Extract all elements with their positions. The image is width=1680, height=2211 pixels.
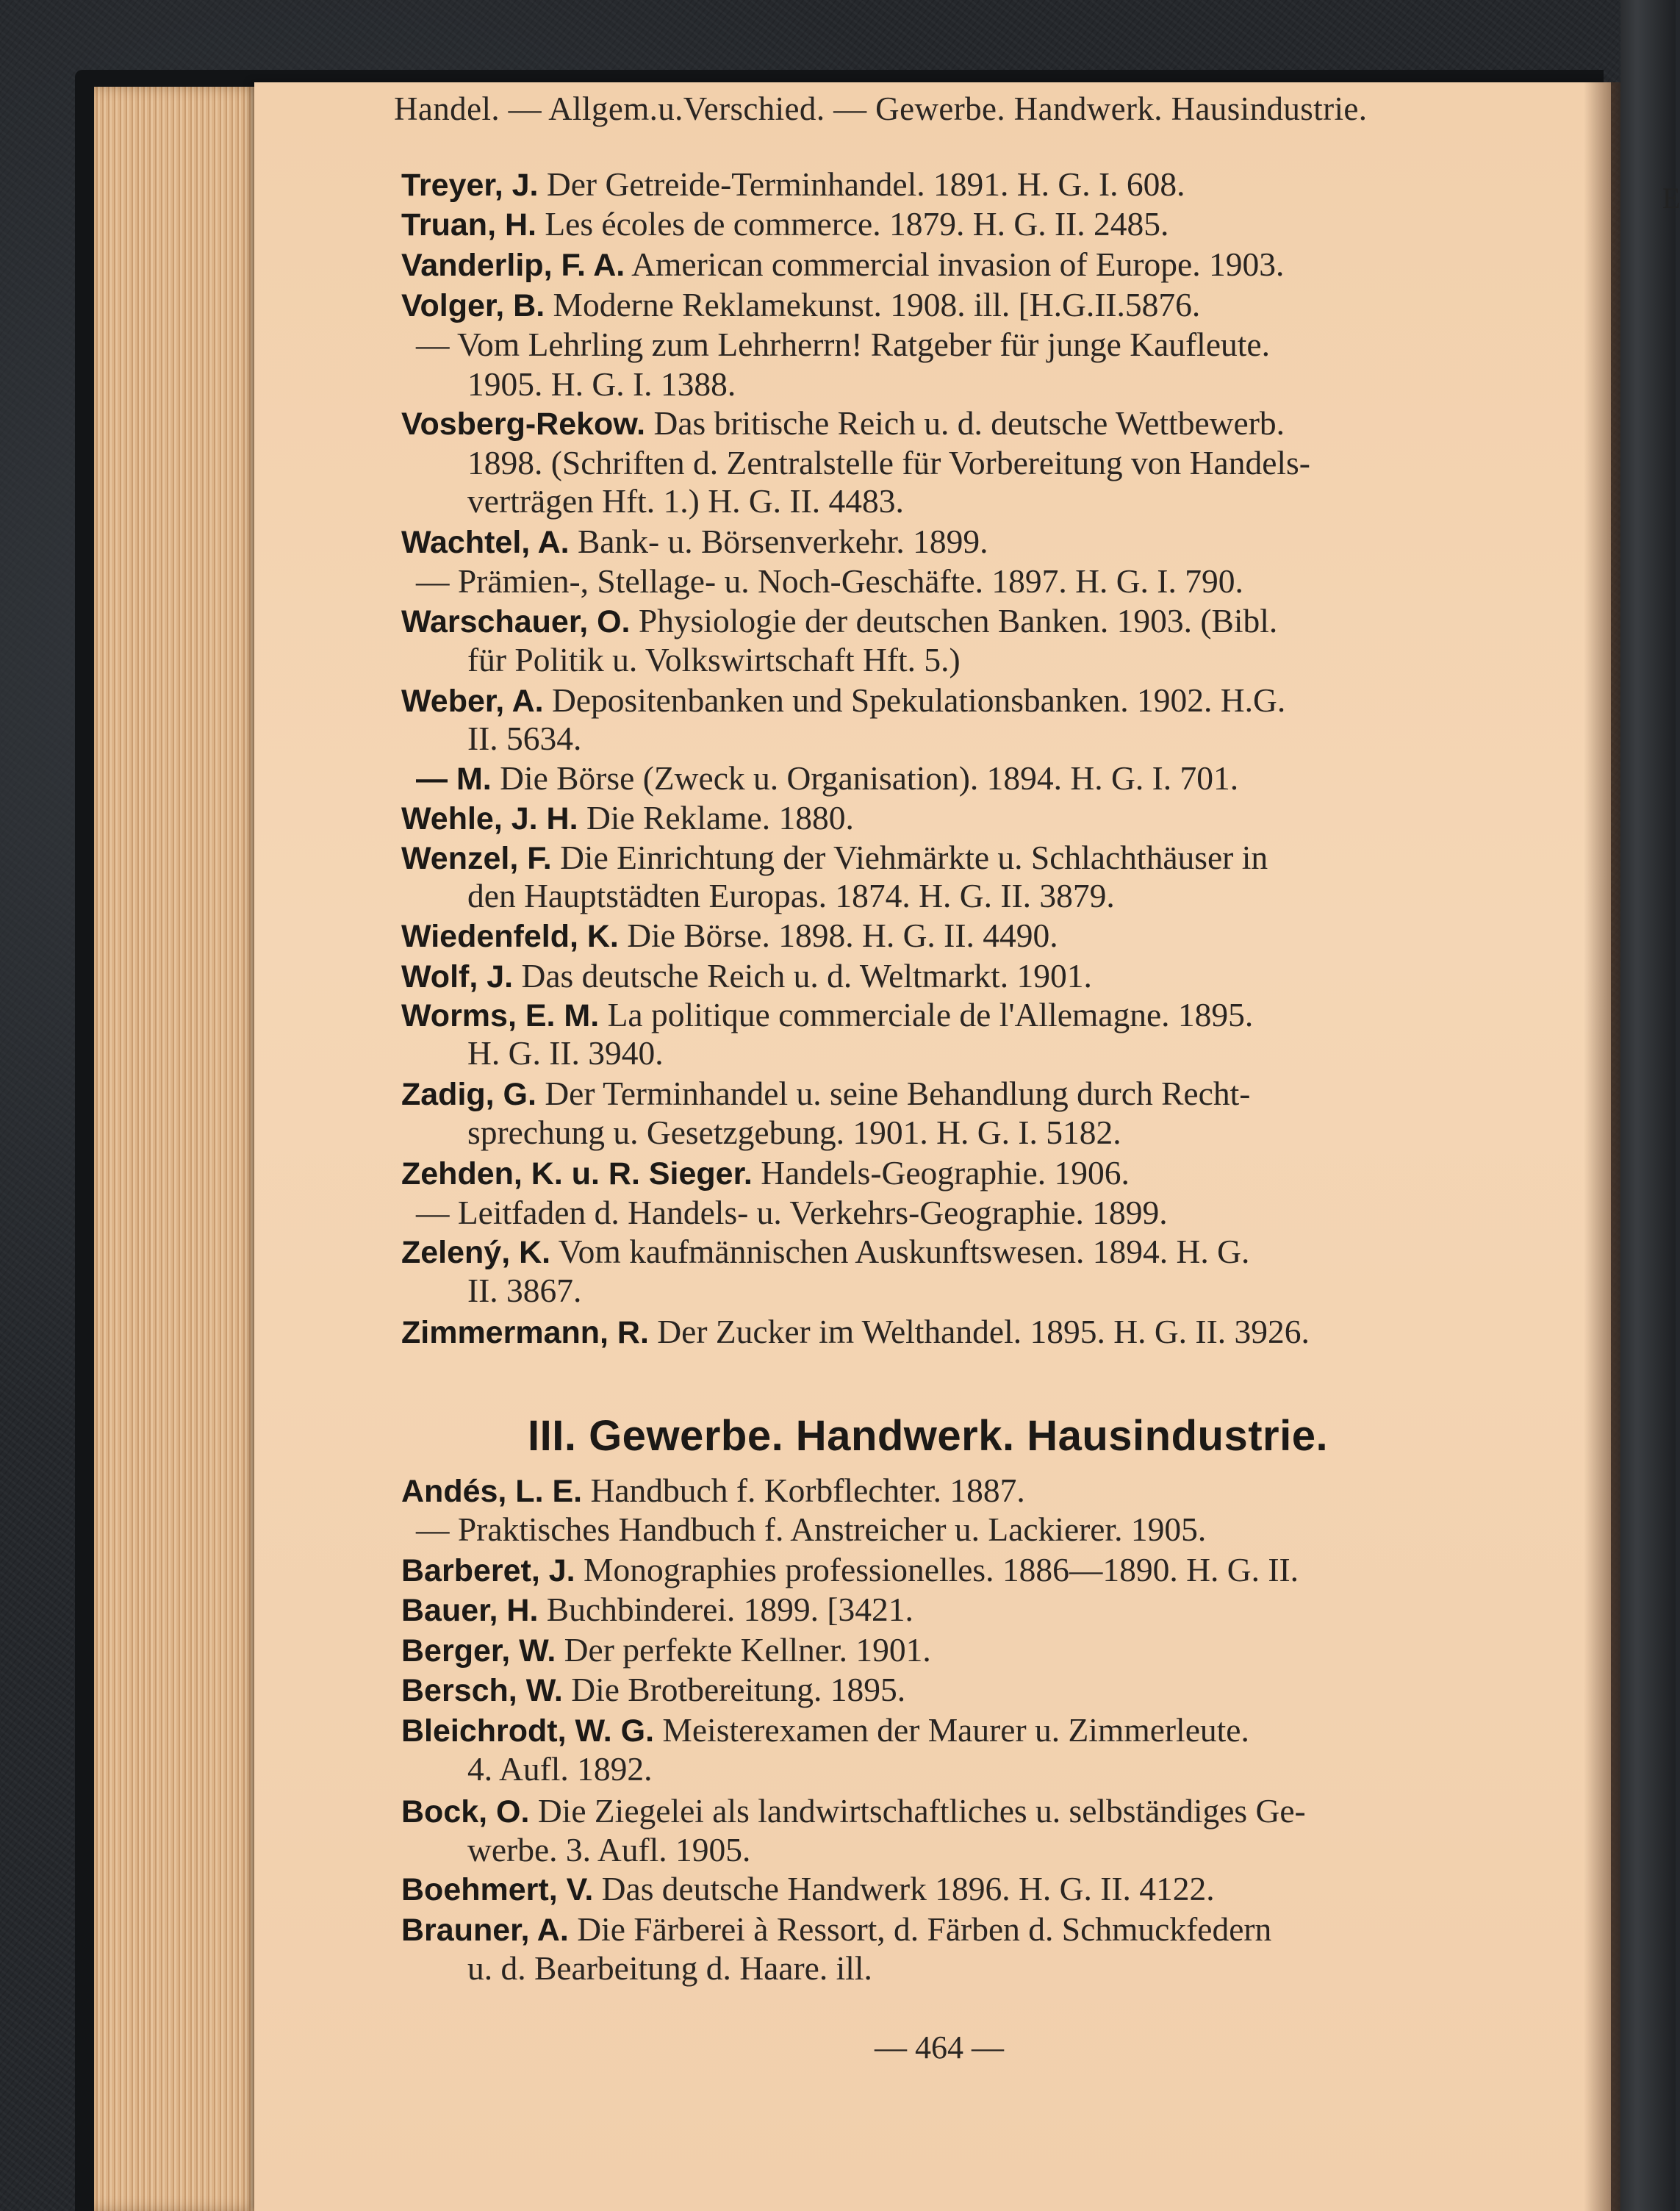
entry-line bbox=[467, 1833, 750, 1867]
entry-text: Die Färberei à Ressort, d. Färben d. Schmuckfedern bbox=[568, 1910, 1272, 1948]
entry-line bbox=[401, 604, 1277, 638]
entry-text: Die Börse. 1898. H. G. II. 4490. bbox=[618, 917, 1058, 954]
author-name: Bock, O. bbox=[401, 1794, 530, 1830]
entry-text: werbe. 3. Aufl. 1905. bbox=[467, 1831, 751, 1868]
entry-line bbox=[401, 165, 1185, 203]
entry-text: Die Einrichtung der Viehmärkte u. Schlachthäuser in bbox=[551, 839, 1268, 876]
entry-line bbox=[467, 643, 961, 677]
author-name: Berger, W. bbox=[401, 1633, 556, 1669]
entry-text: H. G. II. 3940. bbox=[467, 1034, 664, 1072]
entry-text: Der Terminhandel u. seine Behandlung durch Recht- bbox=[536, 1075, 1251, 1112]
entry-text: — Leitfaden d. Handels- u. Verkehrs-Geographie. 1899. bbox=[416, 1194, 1168, 1231]
entry-line bbox=[401, 1315, 1310, 1349]
entry-line bbox=[401, 288, 1200, 322]
entry-text: verträgen Hft. 1.) H. G. II. 4483. bbox=[467, 482, 904, 520]
entry-text: Moderne Reklamekunst. 1908. ill. [H.G.II.5876. bbox=[545, 286, 1201, 323]
entry-text: — Prämien-, Stellage- u. Noch-Geschäfte. 1897. H. G. I. 790. bbox=[416, 562, 1243, 600]
entry-text: — Vom Lehrling zum Lehrherrn! Ratgeber für junge Kaufleute. bbox=[416, 326, 1270, 363]
entry-text: Das deutsche Reich u. d. Weltmarkt. 1901. bbox=[513, 957, 1092, 995]
entry-line bbox=[401, 207, 1169, 241]
author-name: Truan, H. bbox=[401, 207, 536, 243]
entry-line bbox=[416, 759, 1239, 797]
entry-line bbox=[401, 406, 1285, 440]
author-name: Wolf, J. bbox=[401, 959, 514, 995]
entry-line bbox=[467, 1752, 653, 1786]
entry-text: La politique commerciale de l'Allemagne. 1895. bbox=[599, 996, 1254, 1033]
entry-line bbox=[401, 1713, 1249, 1747]
running-head: Handel. — Allgem.u.Verschied. — Gewerbe. Handwerk. Hausindustrie. bbox=[394, 90, 1368, 127]
author-name: Vanderlip, F. A. bbox=[401, 248, 625, 283]
author-name: Barberet, J. bbox=[401, 1553, 575, 1588]
entry-text: Das britische Reich u. d. deutsche Wettbewerb. bbox=[645, 404, 1285, 442]
entry-line bbox=[401, 1872, 1215, 1906]
entry-line bbox=[467, 484, 904, 518]
entry-text: Die Börse (Zweck u. Organisation). 1894. H. G. I. 701. bbox=[491, 759, 1239, 797]
entry-text: Handbuch f. Korbflechter. 1887. bbox=[582, 1472, 1025, 1509]
entry-text: — Praktisches Handbuch f. Anstreicher u. Lackierer. 1905. bbox=[416, 1511, 1207, 1548]
author-name: Wachtel, A. bbox=[401, 525, 570, 560]
entry-line bbox=[467, 1949, 872, 1987]
author-name: Vosberg-Rekow. bbox=[401, 406, 646, 442]
entry-text: Bank- u. Börsenverkehr. 1899. bbox=[569, 523, 988, 560]
author-name: Worms, E. M. bbox=[401, 998, 600, 1033]
author-name: — M. bbox=[416, 762, 492, 797]
author-name: Zelený, K. bbox=[401, 1235, 551, 1270]
entry-line bbox=[467, 1274, 581, 1308]
entry-text: Der perfekte Kellner. 1901. bbox=[556, 1631, 931, 1669]
entry-line bbox=[401, 681, 1286, 719]
entry-line bbox=[416, 1196, 1168, 1230]
entry-text: Handels-Geographie. 1906. bbox=[752, 1154, 1130, 1191]
entry-line bbox=[467, 1116, 1121, 1150]
entry-line bbox=[401, 998, 1253, 1032]
entry-text: für Politik u. Volkswirtschaft Hft. 5.) bbox=[467, 641, 961, 678]
entry-line bbox=[401, 1235, 1249, 1269]
author-name: Zimmermann, R. bbox=[401, 1315, 649, 1350]
entry-line bbox=[401, 1794, 1306, 1828]
entry-text: II. 3867. bbox=[467, 1272, 582, 1309]
author-name: Zadig, G. bbox=[401, 1077, 536, 1112]
entry-text: 1905. H. G. I. 1388. bbox=[467, 365, 736, 403]
author-name: Warschauer, O. bbox=[401, 604, 631, 639]
entry-line bbox=[401, 801, 854, 835]
entry-line bbox=[401, 919, 1058, 953]
author-name: Brauner, A. bbox=[401, 1913, 569, 1948]
entry-line bbox=[467, 879, 1115, 913]
entry-text: 4. Aufl. 1892. bbox=[467, 1750, 653, 1788]
entry-line bbox=[467, 1036, 664, 1070]
entry-text: American commercial invasion of Europe. 1903. bbox=[625, 246, 1285, 283]
author-name: Wiedenfeld, K. bbox=[401, 919, 619, 954]
page-edges bbox=[94, 87, 263, 2211]
entry-text: den Hauptstädten Europas. 1874. H. G. II. 3879. bbox=[467, 877, 1115, 914]
section-heading: III. Gewerbe. Handwerk. Hausindustrie. bbox=[528, 1412, 1329, 1460]
entry-text: sprechung u. Gesetzgebung. 1901. H. G. I. 5182. bbox=[467, 1114, 1121, 1151]
author-name: Boehmert, V. bbox=[401, 1872, 594, 1907]
entry-line bbox=[401, 1553, 1299, 1587]
entry-text: Vom kaufmännischen Auskunftswesen. 1894. H. G. bbox=[550, 1233, 1250, 1270]
author-name: Weber, A. bbox=[401, 684, 544, 719]
entry-text: Die Reklame. 1880. bbox=[578, 799, 854, 836]
entry-line bbox=[401, 525, 988, 559]
author-name: Treyer, J. bbox=[401, 168, 539, 203]
entry-text: Der Getreide-Terminhandel. 1891. H. G. I. 608. bbox=[538, 165, 1185, 203]
entry-text: Das deutsche Handwerk 1896. H. G. II. 4122. bbox=[593, 1870, 1215, 1907]
entry-line bbox=[401, 959, 1092, 993]
entry-line bbox=[467, 365, 736, 403]
entry-line bbox=[416, 328, 1270, 362]
author-name: Wenzel, F. bbox=[401, 841, 552, 876]
entry-text: Monographies professionelles. 1886—1890. H. G. II. bbox=[575, 1551, 1299, 1588]
entry-text: Die Brotbereitung. 1895. bbox=[562, 1671, 906, 1708]
entry-line bbox=[401, 1633, 931, 1667]
entry-line bbox=[401, 1474, 1025, 1508]
entry-line bbox=[401, 1593, 913, 1627]
entry-text: Les écoles de commerce. 1879. H. G. II. 2485. bbox=[536, 205, 1169, 243]
entry-text: Physiologie der deutschen Banken. 1903. (Bibl. bbox=[630, 602, 1278, 639]
entry-line bbox=[416, 562, 1243, 600]
entry-line bbox=[401, 248, 1284, 282]
entry-line bbox=[401, 1156, 1130, 1190]
author-name: Wehle, J. H. bbox=[401, 801, 578, 836]
author-name: Andés, L. E. bbox=[401, 1474, 583, 1509]
author-name: Bersch, W. bbox=[401, 1673, 563, 1708]
entry-text: Der Zucker im Welthandel. 1895. H. G. II. 3926. bbox=[648, 1313, 1310, 1350]
facing-page-edge bbox=[1620, 0, 1676, 2211]
entry-line bbox=[401, 1910, 1272, 1948]
author-name: Volger, B. bbox=[401, 288, 545, 323]
entry-line bbox=[416, 1513, 1206, 1547]
facing-page-letter: E bbox=[1662, 182, 1680, 215]
entry-line bbox=[401, 841, 1268, 875]
entry-line bbox=[467, 446, 1310, 480]
entry-text: II. 5634. bbox=[467, 720, 582, 757]
page-number: — 464 — bbox=[875, 2029, 1004, 2065]
entry-line bbox=[401, 1673, 905, 1707]
author-name: Bauer, H. bbox=[401, 1593, 539, 1628]
entry-text: Die Ziegelei als landwirtschaftliches u. selbständiges Ge- bbox=[529, 1792, 1306, 1830]
entry-text: Buchbinderei. 1899. [3421. bbox=[538, 1591, 913, 1628]
author-name: Zehden, K. u. R. Sieger. bbox=[401, 1156, 753, 1191]
entry-text: Depositenbanken und Spekulationsbanken. 1902. H.G. bbox=[543, 681, 1286, 719]
entry-text: Meisterexamen der Maurer u. Zimmerleute. bbox=[654, 1711, 1249, 1749]
entry-text: u. d. Bearbeitung d. Haare. ill. bbox=[467, 1949, 872, 1987]
author-name: Bleichrodt, W. G. bbox=[401, 1713, 655, 1749]
entry-text: 1898. (Schriften d. Zentralstelle für Vorbereitung von Handels- bbox=[467, 444, 1310, 481]
entry-line bbox=[401, 1077, 1250, 1111]
entry-line bbox=[467, 722, 581, 756]
